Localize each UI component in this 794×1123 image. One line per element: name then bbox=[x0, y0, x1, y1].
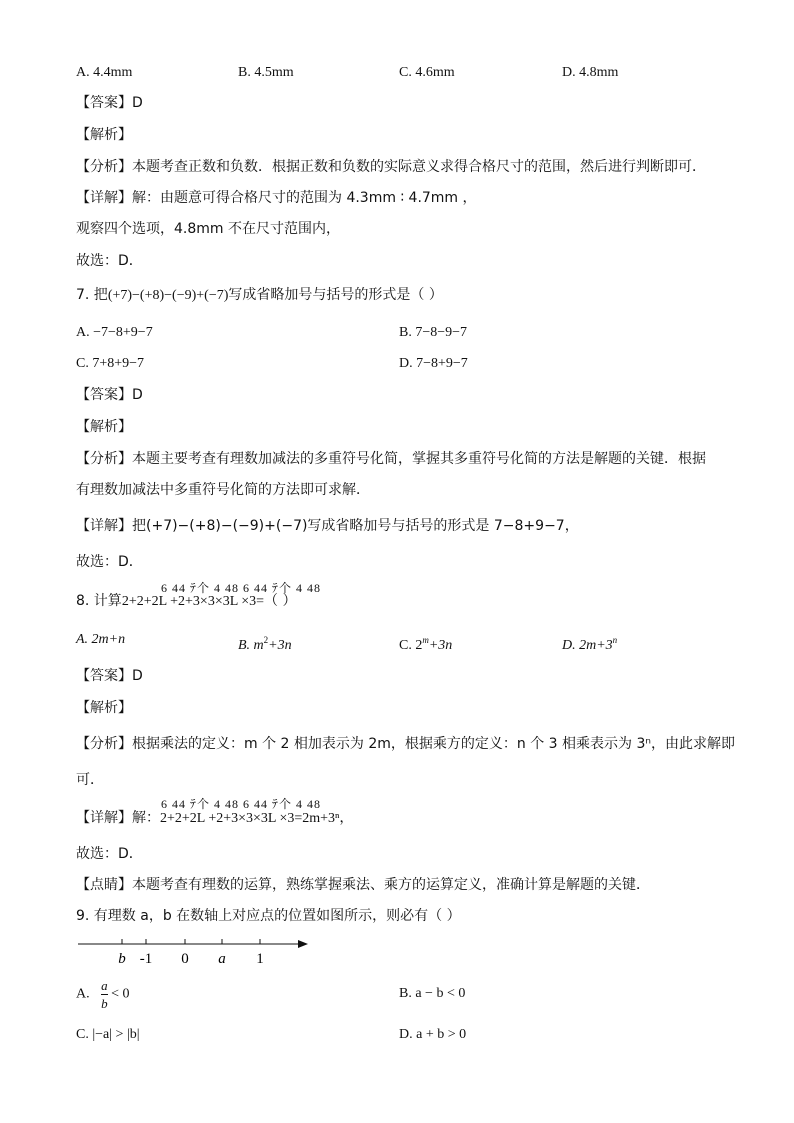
q8-option-c-base: C. 2 bbox=[399, 638, 423, 653]
q9-option-a-label: A. bbox=[76, 986, 90, 1002]
q9-option-c: C. |−a| > |b| bbox=[76, 1027, 140, 1042]
q9-option-b: B. a − b < 0 bbox=[399, 986, 466, 1001]
q9-option-a-fraction bbox=[101, 979, 108, 1010]
q8-option-b bbox=[238, 631, 292, 655]
label-minus-1: -1 bbox=[139, 951, 153, 967]
q7-analysis-1: 【分析】本题主要考查有理数加减法的多重符号化简，掌握其多重符号化简的方法是解题的关键．根据 bbox=[76, 451, 706, 467]
q9-option-a bbox=[76, 979, 130, 1010]
q8-jiexi: 【解析】 bbox=[76, 700, 132, 716]
q8-option-d-exponent: n bbox=[612, 635, 618, 645]
q6-choose: 故选：D． bbox=[76, 253, 143, 269]
q8-option-c-exponent: m bbox=[422, 635, 429, 645]
number-line-figure bbox=[76, 936, 316, 970]
label-a: a bbox=[218, 951, 226, 967]
q7-jiexi: 【解析】 bbox=[76, 419, 132, 435]
q7-stem-suffix: 写成省略加号与括号的形式是（ ） bbox=[228, 287, 443, 303]
q9-option-a-rest: < 0 bbox=[111, 986, 130, 1002]
q8-detail bbox=[76, 809, 353, 828]
q8-analysis-1: 【分析】根据乘法的定义：m 个 2 相加表示为 2m，根据乘方的定义：n 个 3 相乘表示为 3ⁿ，由此求解即 bbox=[76, 736, 735, 752]
q7-stem-prefix: 7. 把 bbox=[76, 287, 108, 303]
q8-option-d-base: D. 2m+3 bbox=[562, 638, 613, 653]
q8-choose: 故选：D． bbox=[76, 846, 143, 862]
q7-option-c: C. 7+8+9−7 bbox=[76, 356, 145, 371]
q7-stem bbox=[76, 286, 443, 305]
q7-detail: 【详解】把(+7)−(+8)−(−9)+(−7)写成省略加号与括号的形式是 7−8+9−7， bbox=[76, 518, 579, 534]
q7-choose: 故选：D． bbox=[76, 554, 143, 570]
q8-analysis-2: 可． bbox=[76, 772, 104, 788]
q6-option-d: D. 4.8mm bbox=[562, 65, 619, 80]
q6-option-b: B. 4.5mm bbox=[238, 65, 294, 80]
q7-stem-expression: (+7)−(+8)−(−9)+(−7) bbox=[107, 288, 229, 303]
q8-underbrace-labels: 6 44 ﾃ个 4 48 6 44 ﾃ个 4 48 bbox=[161, 581, 322, 595]
q8-option-b-base: B. m bbox=[238, 638, 264, 653]
q8-review: 【点睛】本题考查有理数的运算，熟练掌握乘法、乘方的运算定义，准确计算是解题的关键． bbox=[76, 877, 650, 893]
label-0: 0 bbox=[181, 951, 189, 967]
q6-analysis: 【分析】本题考查正数和负数．根据正数和负数的实际意义求得合格尺寸的范围，然后进行判断即可． bbox=[76, 159, 706, 175]
q8-option-b-rest: +3n bbox=[268, 638, 292, 653]
q7-option-d: D. 7−8+9−7 bbox=[399, 356, 468, 371]
q8-stem bbox=[76, 592, 297, 611]
q8-answer: 【答案】D bbox=[76, 668, 143, 684]
q6-option-a: A. 4.4mm bbox=[76, 65, 133, 80]
q6-jiexi: 【解析】 bbox=[76, 127, 132, 143]
q8-detail-expression: 2+2+2L +2+3×3×3L ×3=2m+3ⁿ， bbox=[160, 811, 354, 826]
q8-detail-prefix: 【详解】解： bbox=[76, 810, 160, 826]
number-line-arrow bbox=[298, 940, 308, 948]
q7-answer: 【答案】D bbox=[76, 387, 143, 403]
q7-analysis-2: 有理数加减法中多重符号化简的方法即可求解． bbox=[76, 482, 370, 498]
q6-detail: 【详解】解：由题意可得合格尺寸的范围为 4.3mm ∶ 4.7mm ， bbox=[76, 190, 477, 206]
q6-option-c: C. 4.6mm bbox=[399, 65, 455, 80]
q8-detail-underbrace-labels: 6 44 ﾃ个 4 48 6 44 ﾃ个 4 48 bbox=[161, 797, 322, 811]
label-1: 1 bbox=[256, 951, 264, 967]
q8-option-c-rest: +3n bbox=[428, 638, 453, 653]
q6-detail-2: 观察四个选项，4.8mm 不在尺寸范围内， bbox=[76, 221, 340, 237]
q8-stem-expression: 2+2+2L +2+3×3×3L ×3= bbox=[121, 594, 265, 609]
q7-option-b: B. 7−8−9−7 bbox=[399, 325, 468, 340]
q9-stem: 9. 有理数 a，b 在数轴上对应点的位置如图所示，则必有（ ） bbox=[76, 908, 461, 924]
q8-option-c bbox=[399, 631, 452, 655]
q7-option-a: A. −7−8+9−7 bbox=[76, 325, 153, 340]
q9-option-a-denominator: b bbox=[101, 996, 108, 1011]
q6-answer: 【答案】D bbox=[76, 95, 143, 111]
q8-option-a: A. 2m+n bbox=[76, 632, 126, 647]
q8-option-b-exponent: 2 bbox=[263, 635, 269, 645]
q9-option-a-numerator: a bbox=[101, 978, 108, 993]
fraction-bar bbox=[101, 994, 108, 995]
q8-stem-suffix: （ ） bbox=[264, 593, 297, 609]
label-b: b bbox=[118, 951, 126, 967]
q9-option-d: D. a + b > 0 bbox=[399, 1027, 467, 1042]
q8-option-d bbox=[562, 631, 617, 655]
q8-stem-prefix: 8. 计算 bbox=[76, 593, 122, 609]
